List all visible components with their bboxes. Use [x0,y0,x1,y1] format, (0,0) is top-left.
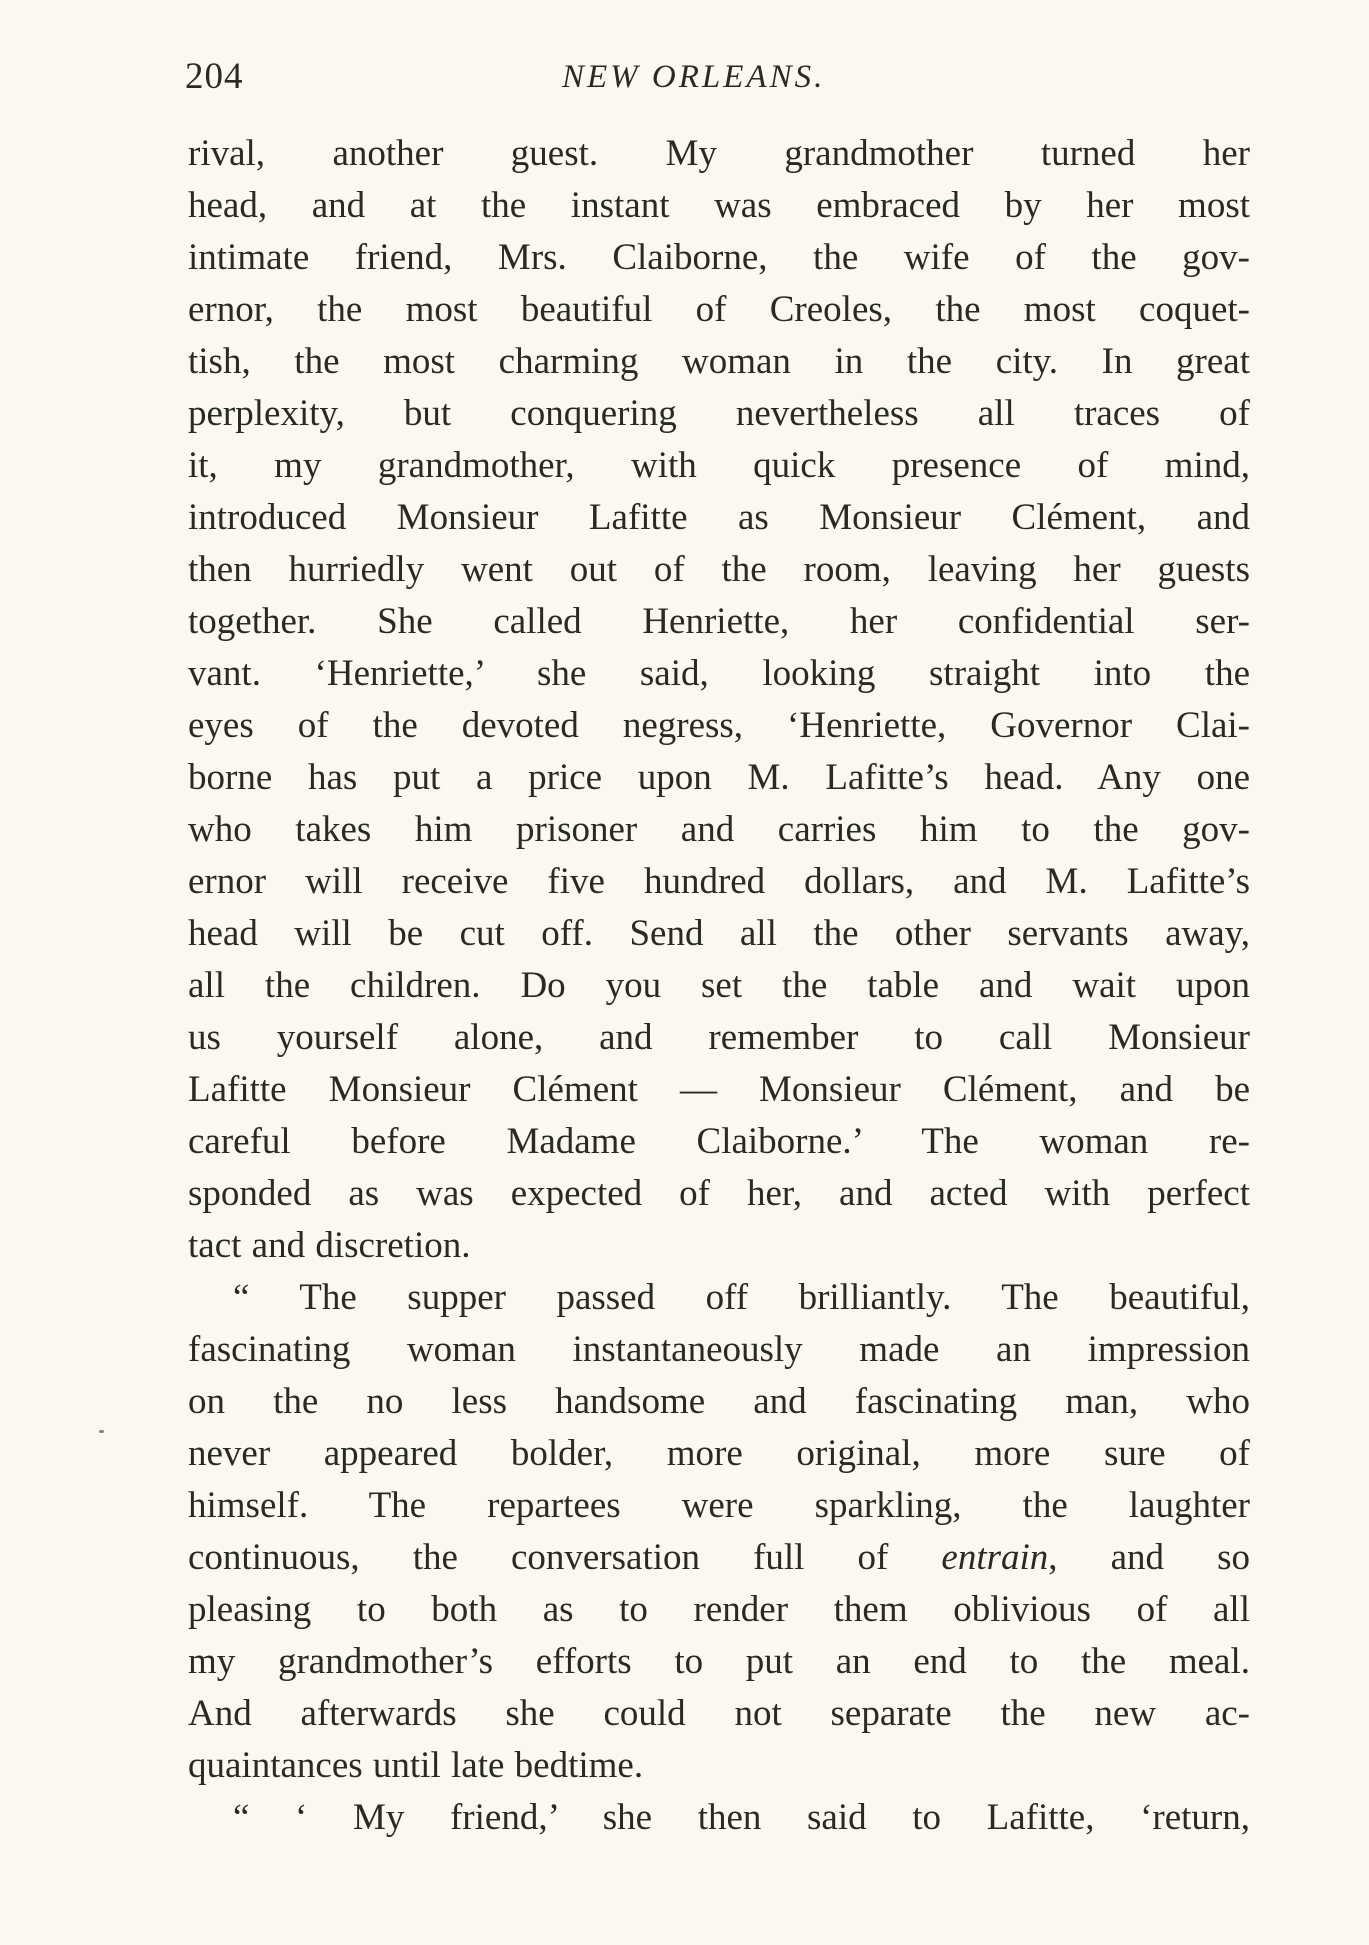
text-line: tish, the most charming woman in the city. In great [188,341,1250,382]
text-segment: , and so [1048,1537,1250,1578]
text-line: who takes him prisoner and carries him to the gov- [188,809,1250,850]
text-line: Lafitte Monsieur Clément — Monsieur Clément, and be [188,1069,1250,1110]
text-line: ernor, the most beautiful of Creoles, the most coquet- [188,289,1250,330]
text-line: together. She called Henriette, her confidential ser- [188,601,1250,642]
italic-word: entrain [941,1537,1049,1578]
text-line: rival, another guest. My grandmother turned her [188,133,1250,174]
page-header [185,52,1250,102]
paragraph-start-line: “ The supper passed off brilliantly. The beautiful, [233,1277,1250,1318]
text-line: himself. The repartees were sparkling, the laughter [188,1485,1250,1526]
text-line: eyes of the devoted negress, ‘Henriette, Governor Clai- [188,705,1250,746]
text-line: head will be cut off. Send all the other servants away, [188,913,1250,954]
text-line: careful before Madame Claiborne.’ The woman re- [188,1121,1250,1162]
text-line: all the children. Do you set the table and wait upon [188,965,1250,1006]
text-line: vant. ‘Henriette,’ she said, looking straight into the [188,653,1250,694]
text-line: head, and at the instant was embraced by her most [188,185,1250,226]
paragraph-end-line: tact and discretion. [188,1225,471,1266]
body-text [188,128,1250,1844]
paragraph-end-line: quaintances until late bedtime. [188,1745,644,1786]
running-head: NEW ORLEANS. [562,59,826,95]
text-line-with-italic [188,1532,1250,1584]
text-line: my grandmother’s efforts to put an end to the meal. [188,1641,1250,1682]
paragraph-start-line: “ ‘ My friend,’ she then said to Lafitte, ‘return, [233,1797,1250,1838]
text-line: us yourself alone, and remember to call Monsieur [188,1017,1250,1058]
text-line: And afterwards she could not separate the new ac- [188,1693,1250,1734]
text-segment: continuous, the conversation full of [188,1537,942,1578]
text-line: sponded as was expected of her, and acted with perfect [188,1173,1250,1214]
text-line: it, my grandmother, with quick presence of mind, [188,445,1250,486]
text-line: ernor will receive five hundred dollars, and M. Lafitte’s [188,861,1250,902]
text-line: fascinating woman instantaneously made an impression [188,1329,1250,1370]
text-line: then hurriedly went out of the room, leaving her guests [188,549,1250,590]
text-line: borne has put a price upon M. Lafitte’s head. Any one [188,757,1250,798]
text-line: never appeared bolder, more original, more sure of [188,1433,1250,1474]
page-speck [99,1430,104,1433]
text-line: pleasing to both as to render them oblivious of all [188,1589,1250,1630]
page-number: 204 [185,56,244,97]
text-line: on the no less handsome and fascinating man, who [188,1381,1250,1422]
text-line: intimate friend, Mrs. Claiborne, the wife of the gov- [188,237,1250,278]
text-line: introduced Monsieur Lafitte as Monsieur Clément, and [188,497,1250,538]
text-line: perplexity, but conquering nevertheless all traces of [188,393,1250,434]
